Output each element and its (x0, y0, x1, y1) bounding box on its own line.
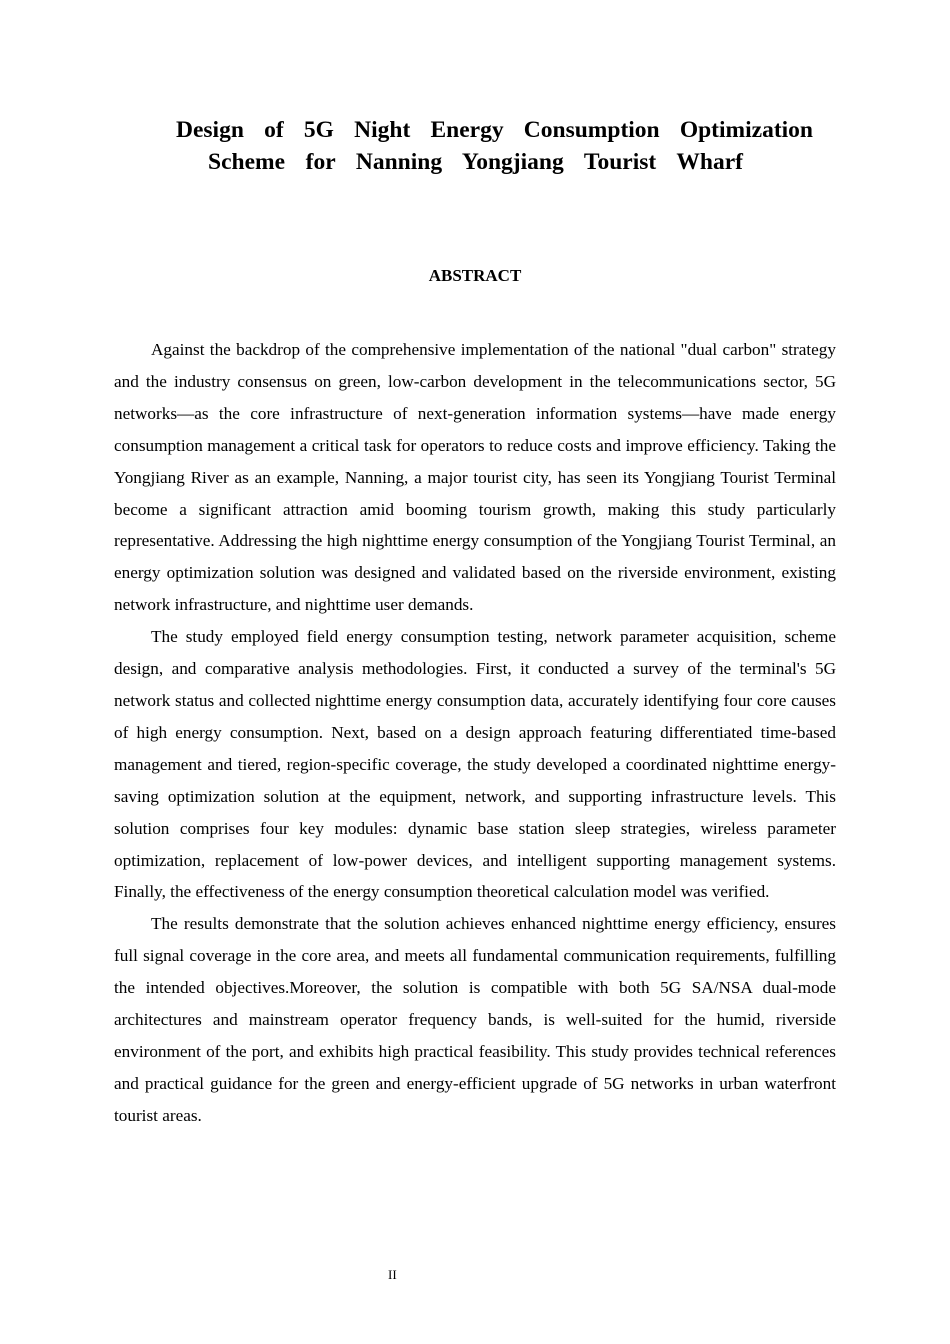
document-title (176, 114, 816, 178)
abstract-body (114, 334, 836, 1132)
page-number: II (388, 1267, 397, 1282)
title-line-1: Design of 5G Night Energy Consumption Optimization (176, 117, 813, 143)
abstract-paragraph-1: Against the backdrop of the comprehensive implementation of the national "dual carbon" strategy and the industry consensus on green, low-carbon development in the telecommunications sector, 5G networks—as the core infrastructure of next-generation information systems—have made energy consumption management a critical task for operators to reduce costs and improve efficiency. Taking the Yongjiang River as an example, Nanning, a major tourist city, has seen its Yongjiang Tourist Terminal become a significant attraction amid booming tourism growth, making this study particularly representative. Addressing the high nighttime energy consumption of the Yongjiang Tourist Terminal, an energy optimization solution was designed and validated based on the riverside environment, existing network infrastructure, and nighttime user demands. (114, 340, 836, 615)
title-line-2: Scheme for Nanning Yongjiang Tourist Wharf (208, 149, 743, 175)
abstract-heading: ABSTRACT (428, 266, 522, 285)
abstract-paragraph-3: The results demonstrate that the solution achieves enhanced nighttime energy efficiency, ensures full signal coverage in the core area, and meets all fundamental communication requirements, fulfilling the intended objectives.Moreover, the solution is compatible with both 5G SA/NSA dual-mode architectures and mainstream operator frequency bands, is well-suited for the humid, riverside environment of the port, and exhibits high practical feasibility. This study provides technical references and practical guidance for the green and energy-efficient upgrade of 5G networks in urban waterfront tourist areas. (114, 914, 836, 1125)
abstract-paragraph-2: The study employed field energy consumption testing, network parameter acquisition, scheme design, and comparative analysis methodologies. First, it conducted a survey of the terminal's 5G network status and collected nighttime energy consumption data, accurately identifying four core causes of high energy consumption. Next, based on a design approach featuring differentiated time-based management and tiered, region-specific coverage, the study developed a coordinated nighttime energy-saving optimization solution at the equipment, network, and supporting infrastructure levels. This solution comprises four key modules: dynamic base station sleep strategies, wireless parameter optimization, replacement of low-power devices, and intelligent supporting management systems. Finally, the effectiveness of the energy consumption theoretical calculation model was verified. (114, 627, 836, 902)
